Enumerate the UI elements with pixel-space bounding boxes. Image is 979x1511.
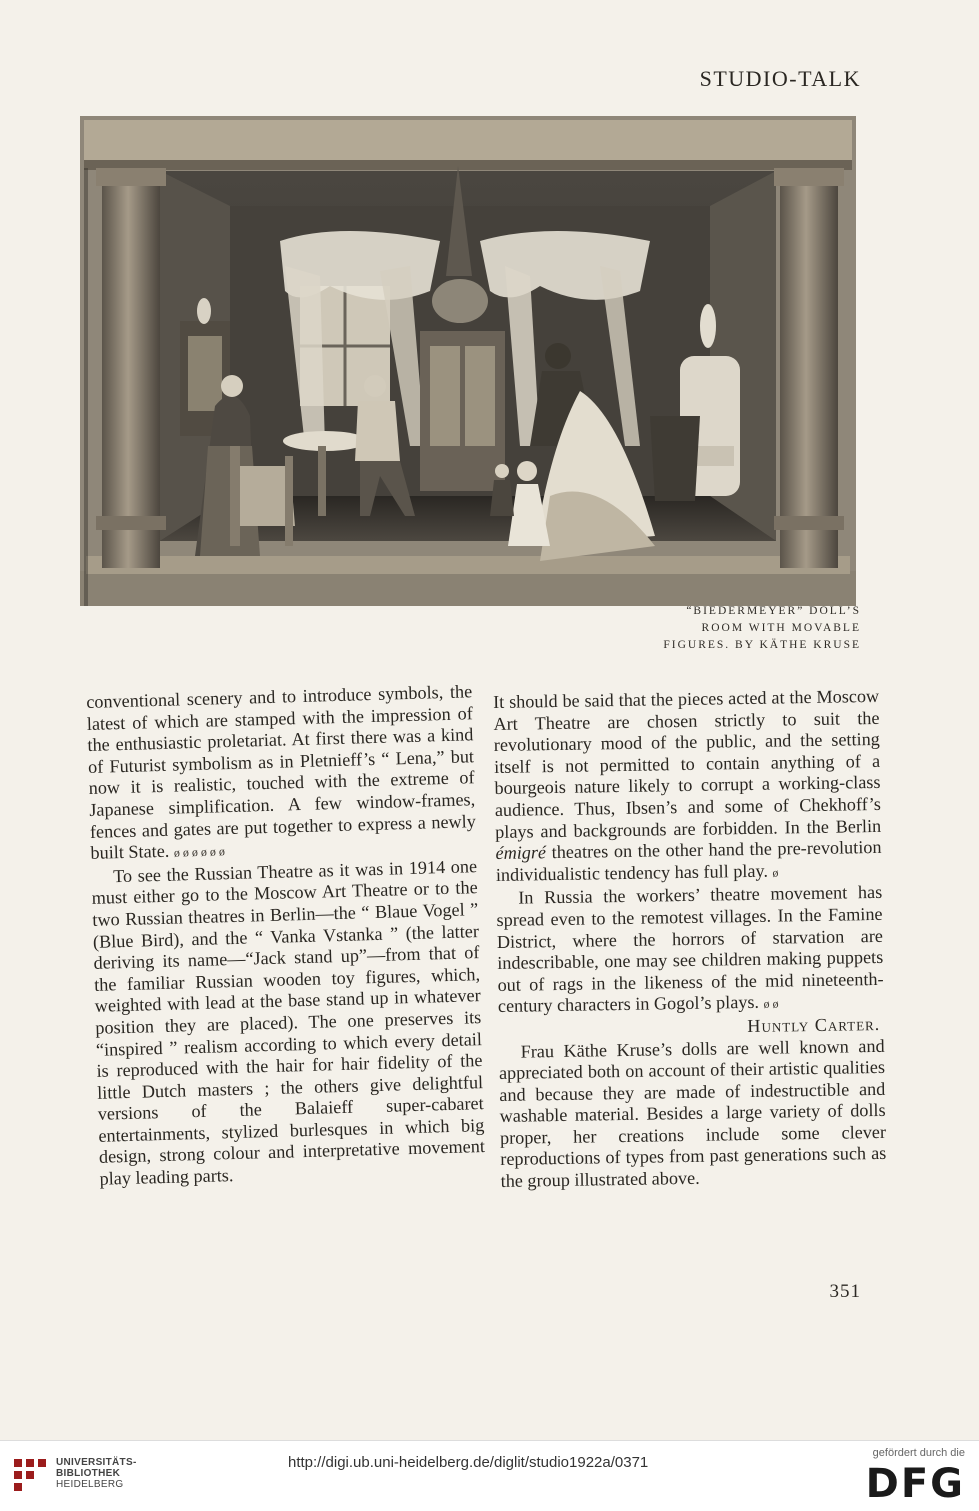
paragraph-text: theatres on the other hand the pre-revolution individualistic tendency has full play. — [495, 837, 882, 885]
caption-line: FIGURES. BY KÄTHE KRUSE — [663, 639, 861, 651]
paragraph-text: conventional scenery and to introduce symbols, the latest of which are stamped with the impression of the enthusiastic proletariat. At first there was a kind of Futurist symbolism as in Pletnieff’s “ Lena,” but now it is realistic, touched with the extreme of Japanese simplification. A few window-frames, fences and gates are put together to express a newly built State. — [86, 681, 477, 864]
caption-line: “BIEDERMEYER” DOLL’S — [686, 605, 861, 617]
caption-line: ROOM WITH MOVABLE — [701, 622, 861, 634]
running-head: STUDIO-TALK — [699, 66, 861, 91]
left-text-column — [86, 681, 486, 1190]
library-name-line: UNIVERSITÄTS- — [56, 1457, 137, 1468]
paragraph-text: It should be said that the pieces acted at the Moscow Art Theatre are chosen strictly to suit the revolutionary mood of the public, and the setting itself is not permitted to contain anything of a bourgeois nature likely to corrupt a working-class audience. Thus, Ibsen’s and some of Chekhoff’s plays and backgrounds are forbidden. In the Berlin — [493, 685, 882, 842]
figure-caption — [601, 603, 861, 654]
dfg-logo: DFG — [865, 1461, 965, 1507]
ornament-glyphs: ø ø ø ø ø ø — [173, 844, 226, 860]
paragraph-text: In Russia the workers’ theatre movement has spread even to the remotest villages. In the Famine District, where the horrors of starvation are indescribable, one may see children making puppets out of rags in the likeness of the mid nineteenth-century characters in Gogol’s plays. — [496, 882, 884, 1017]
paragraph — [86, 681, 477, 866]
library-name — [56, 1457, 137, 1490]
doll-room-illustration — [80, 116, 856, 606]
digitization-footer — [0, 1440, 979, 1511]
page-number: 351 — [829, 1281, 861, 1302]
library-name-line: HEIDELBERG — [56, 1479, 124, 1490]
funding-note: gefördert durch die — [872, 1447, 965, 1459]
library-name-line: BIBLIOTHEK — [56, 1468, 121, 1479]
ornament-glyphs: ø ø — [763, 996, 779, 1012]
paragraph: To see the Russian Theatre as it was in 1914 one must either go to the Moscow Art Theatre or to the two Russian theatres in Berlin—the “ Blaue Vogel ” (Blue Bird), and the “ Vanka Vstanka ” (the latter deriving its name—“Jack stand up”—from that of the familiar Russian wooden toy figures, which, weighted with lead at the base stand up in whatever position they are placed). The one preserves its “inspired ” realism according to which every detail is reproduced with the hair for hair fidelity of the little Dutch masters ; the others give delightful versions of the Balaieff super-cabaret entertainments, stylized burlesques in which big design, strong colour and interpretative movement play leading parts. — [91, 855, 486, 1189]
paragraph — [496, 882, 884, 1020]
paragraph — [493, 686, 882, 888]
author-signature: Huntly Carter. — [747, 1013, 881, 1036]
italic-word: émigré — [495, 842, 547, 864]
permalink-url[interactable]: http://digi.ub.uni-heidelberg.de/diglit/studio1922a/0371 — [288, 1454, 649, 1471]
ornament-glyph: ø — [772, 865, 779, 880]
paragraph: Frau Käthe Kruse’s dolls are well known and appreciated both on account of their artistic qualities and because they are made of indestructible and washable material. Besides a large variety of dolls proper, her creations include some clever reproductions of types from past generations such as the group illustrated above. — [498, 1035, 887, 1192]
right-text-column — [493, 686, 887, 1193]
university-library-logo-icon — [10, 1455, 50, 1495]
doll-room-photograph — [80, 116, 856, 606]
